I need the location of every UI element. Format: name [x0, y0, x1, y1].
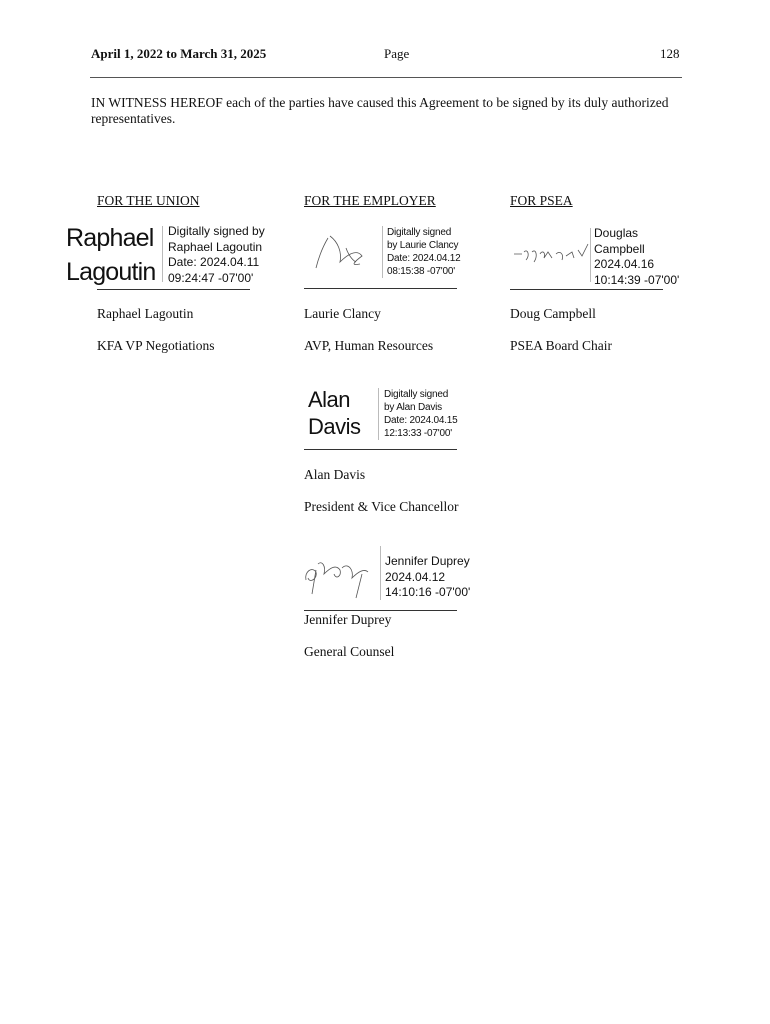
signature-divider [590, 228, 591, 282]
witness-paragraph: IN WITNESS HEREOF each of the parties have caused this Agreement to be signed by its duly authorized representatives. [91, 95, 669, 126]
signatory-name: Raphael Lagoutin [97, 306, 194, 321]
signature-line [304, 610, 457, 611]
header-divider [90, 77, 682, 78]
signatory-name: Jennifer Duprey [304, 612, 392, 627]
signature-lagoutin [66, 222, 276, 290]
signature-duprey [302, 544, 482, 608]
party-employer-heading: FOR THE EMPLOYER [304, 193, 436, 208]
signature-divider [162, 226, 163, 282]
signature-clancy [310, 224, 470, 284]
signature-davis [308, 386, 468, 446]
signature-digital-text: Douglas Campbell 2024.04.16 10:14:39 -07'00' [594, 226, 680, 287]
signature-campbell [510, 224, 685, 288]
party-union-heading: FOR THE UNION [97, 193, 200, 208]
signature-name-line-1: Alan [308, 387, 351, 412]
signature-digital-text: Digitally signed by Alan Davis Date: 2024.04.15 12:13:33 -07'00' [384, 389, 458, 439]
signature-digital-text: Jennifer Duprey 2024.04.12 14:10:16 -07'00' [385, 554, 471, 599]
signature-name-line-2: Lagoutin [66, 258, 156, 286]
signatory-name: Doug Campbell [510, 306, 596, 321]
signature-line [304, 288, 457, 289]
signatory-title: PSEA Board Chair [510, 338, 613, 353]
signature-name-line-1: Raphael [66, 224, 154, 252]
signatory-title: General Counsel [304, 644, 395, 659]
handwritten-signature-mark [302, 550, 380, 602]
header-page-label: Page [384, 46, 410, 61]
signature-divider [380, 546, 381, 600]
signatory-name: Alan Davis [304, 467, 366, 482]
header-page-number: 128 [660, 46, 680, 61]
signature-line [97, 289, 250, 290]
signature-name-line-2: Davis [308, 414, 361, 439]
signature-line [304, 449, 457, 450]
signature-digital-text: Digitally signed by Laurie Clancy Date: 2024.04.12 08:15:38 -07'00' [387, 227, 461, 277]
handwritten-signature-mark [310, 228, 380, 276]
signatory-title: President & Vice Chancellor [304, 499, 459, 514]
signature-divider [378, 388, 379, 440]
party-psea-heading: FOR PSEA [510, 193, 573, 208]
signatory-title: KFA VP Negotiations [97, 338, 215, 353]
signature-line [510, 289, 663, 290]
signature-divider [382, 226, 383, 278]
signatory-name: Laurie Clancy [304, 306, 381, 321]
signature-digital-text: Digitally signed by Raphael Lagoutin Date: 2024.04.11 09:24:47 -07'00' [168, 224, 265, 285]
header-period: April 1, 2022 to March 31, 2025 [91, 46, 267, 61]
handwritten-signature-mark [512, 242, 592, 270]
signatory-title: AVP, Human Resources [304, 338, 434, 353]
